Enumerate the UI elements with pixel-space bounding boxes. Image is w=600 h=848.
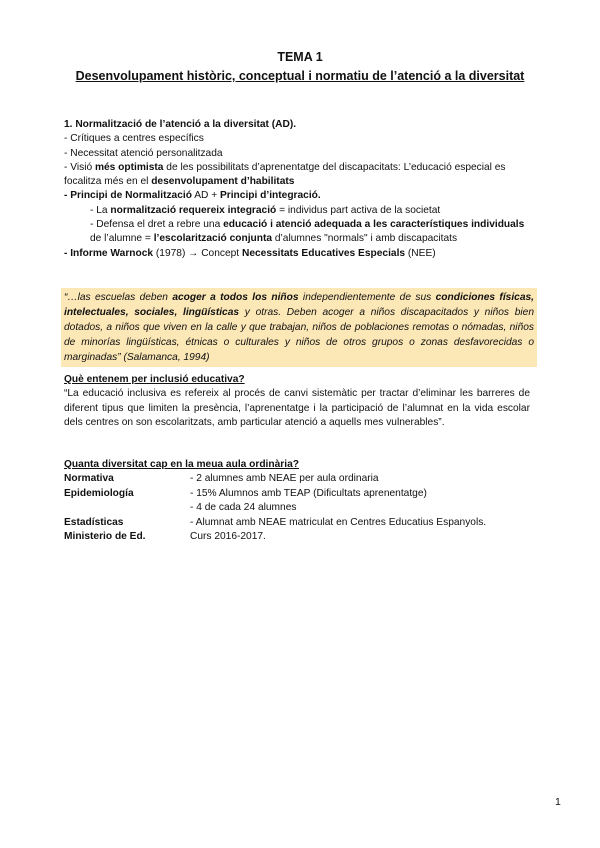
section2-text: “La educació inclusiva es refereix al procés de canvi sistemàtic per tractar d’eliminar les barreres de diferent tipus que limiten la presència, l’aprenentatge i la participació de l’alumnat en la vida escolar dels centres on son escolaritzats, amb particular atenció a aquells mes vulnerables”.	[64, 388, 530, 428]
sub-list-item: - La normalització requereix integració = individus part activa de la societat	[90, 204, 441, 216]
doc-subtitle: Desenvolupament històric, conceptual i normatiu de l’atenció a la diversitat	[75, 69, 525, 83]
section-diversitat	[64, 458, 530, 545]
section-normalitzacio	[64, 118, 530, 261]
section2-heading: Què entenem per inclusió educativa?	[64, 374, 245, 385]
sub-list-item: - Defensa el dret a rebre una educació i atenció adequada a les característiques individuals de l’alumne = l’escolarització conjunta d’alumnes "normals" i amb discapacitats	[90, 219, 525, 245]
list-item: - Necessitat atenció personalitzada	[64, 147, 223, 159]
highlighted-quote: “…las escuelas deben acoger a todos los niños independientemente de sus condiciones físicas, intelectuales, sociales, lingüísticas y otras. Deben acoger a niños discapacitados y niños bien dotados, a niños que viven en la calle y que trabajan, niños de poblaciones remotas o nómadas, niños de minorías lingüísticas, étnicas o culturales y niños de otros grupos o zonas desfavorecidas o marginadas” (Salamanca, 1994)	[61, 288, 537, 367]
section-inclusio	[64, 373, 530, 430]
table-row: Ministerio de Ed. Curs 2016-2017.	[64, 531, 266, 543]
section1-heading: 1. Normalització de l’atenció a la diversitat (AD).	[64, 119, 297, 130]
diversity-table	[64, 472, 486, 545]
table-row: Epidemiología - 15% Alumnos amb TEAP (Dificultats aprenentatge)	[64, 487, 427, 499]
table-row: Estadísticas - Alumnat amb NEAE matriculat en Centres Educatius Espanyols.	[64, 516, 487, 528]
page-number: 1	[555, 796, 561, 808]
list-item: - Principi de Normalització AD + Principi d’integració.	[64, 190, 321, 202]
list-item: - Informe Warnock (1978) → Concept Necessitats Educatives Especials (NEE)	[64, 247, 436, 259]
arrow-right-icon: →	[188, 247, 199, 259]
table-row: - 4 de cada 24 alumnes	[190, 502, 297, 514]
list-item: - Crítiques a centres específics	[64, 133, 204, 145]
section3-heading: Quanta diversitat cap en la meua aula ordinària?	[64, 459, 299, 470]
table-row: Normativa - 2 alumnes amb NEAE per aula ordinaria	[64, 473, 379, 485]
doc-title: TEMA 1	[277, 50, 323, 64]
list-item: - Visió més optimista de les possibilitats d’aprenentatge del discapacitats: L’educació especial es focalitza més en el desenvolupament d’habilitats	[64, 161, 506, 188]
